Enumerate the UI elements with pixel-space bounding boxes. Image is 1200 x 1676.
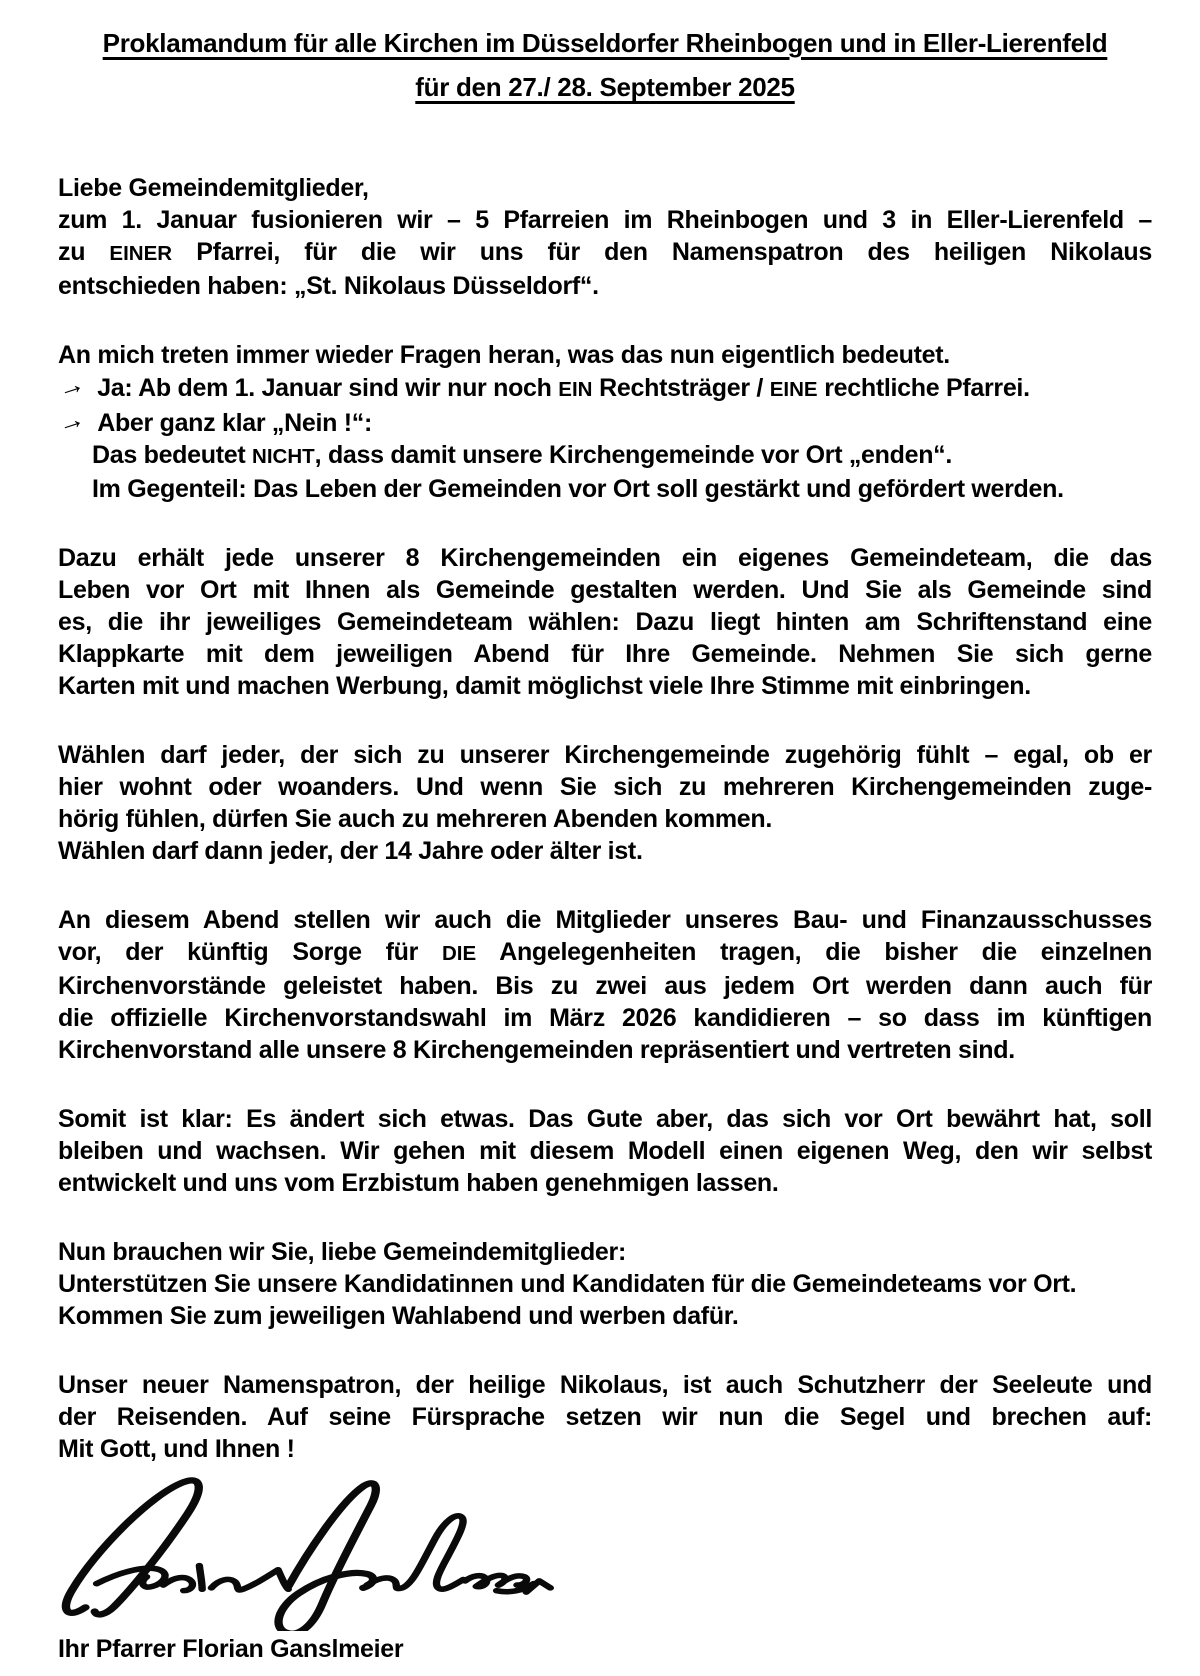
text-line: Das bedeutet NICHT, dass damit unsere Kirchengemeinde vor Ort „enden“.	[92, 441, 953, 469]
text-line: Unterstützen Sie unsere Kandidatinnen und Kandidaten für die Gemeindeteams vor Ort.	[58, 1270, 1077, 1298]
text-line: Wählen darf dann jeder, der 14 Jahre oder älter ist.	[58, 837, 643, 865]
small-caps-emphasis: EINE	[769, 378, 818, 401]
text-line: Wählen darf jeder, der sich zu unserer Kirchengemeinde zugehörig fühlt – egal, ob er	[58, 741, 1152, 769]
text-line: Dazu erhält jede unserer 8 Kirchengemeinden ein eigenes Gemeindeteam, die das	[58, 544, 1152, 572]
small-caps-emphasis: EINER	[109, 242, 173, 265]
arrow-right-icon: →	[53, 367, 88, 405]
text-line: zu EINER Pfarrei, für die wir uns für den Namenspatron des heiligen Nikolaus	[58, 238, 1152, 266]
small-caps-emphasis: DIE	[442, 942, 477, 965]
paragraph-wahlberechtigung	[58, 739, 1152, 867]
text-line: entwickelt und uns vom Erzbistum haben genehmigen lassen.	[58, 1169, 779, 1197]
arrow-right-icon: →	[53, 402, 88, 440]
text-line: entschieden haben: „St. Nikolaus Düsseldorf“.	[58, 272, 599, 300]
text-line: Somit ist klar: Es ändert sich etwas. Das Gute aber, das sich vor Ort bewährt hat, soll	[58, 1105, 1152, 1133]
text-line: die offizielle Kirchenvorstandswahl im März 2026 kandidieren – so dass im künftigen	[58, 1004, 1152, 1032]
text-line: der Reisenden. Auf seine Fürsprache setzen wir nun die Segel und brechen auf:	[58, 1403, 1152, 1431]
text-line: hier wohnt oder woanders. Und wenn Sie sich zu mehreren Kirchengemeinden zuge-	[58, 773, 1152, 801]
document-body	[53, 172, 1152, 1465]
text-line: Liebe Gemeindemitglieder,	[58, 174, 369, 202]
text-line: Klappkarte mit dem jeweiligen Abend für Ihre Gemeinde. Nehmen Sie sich gerne	[58, 640, 1152, 668]
paragraph-namenspatron-schluss	[58, 1369, 1152, 1465]
text-line: Unser neuer Namenspatron, der heilige Nikolaus, ist auch Schutzherr der Seeleute und	[58, 1371, 1152, 1399]
paragraph-anrede-fusion	[58, 172, 1152, 302]
text-line: Kirchenvorstand alle unsere 8 Kirchengemeinden repräsentiert und vertreten sind.	[58, 1036, 1015, 1064]
text-line: Im Gegenteil: Das Leben der Gemeinden vor Ort soll gestärkt und gefördert werden.	[92, 475, 1064, 503]
text-line: Leben vor Ort mit Ihnen als Gemeinde gestalten werden. Und Sie als Gemeinde sind	[58, 576, 1152, 604]
paragraph-eigener-weg	[58, 1103, 1152, 1199]
signature-label: Ihr Pfarrer Florian Ganslmeier	[58, 1635, 404, 1663]
paragraph-gemeindeteams	[58, 542, 1152, 702]
text-line: es, die ihr jeweiliges Gemeindeteam wählen: Dazu liegt hinten am Schriftenstand eine	[58, 608, 1152, 636]
paragraph-bau-und-finanzausschuss	[58, 904, 1152, 1066]
text-line: → Aber ganz klar „Nein !“:	[53, 402, 372, 440]
text-line: zum 1. Januar fusionieren wir – 5 Pfarreien im Rheinbogen und 3 in Eller-Lierenfeld –	[58, 206, 1152, 234]
signature-block	[58, 1471, 1152, 1665]
text-line: vor, der künftig Sorge für DIE Angelegenheiten tragen, die bisher die einzelnen	[58, 938, 1152, 966]
text-line: Kirchenvorstände geleistet haben. Bis zu zwei aus jedem Ort werden dann auch für	[58, 972, 1152, 1000]
text-line: Mit Gott, und Ihnen !	[58, 1435, 295, 1463]
text-line: Karten mit und machen Werbung, damit möglichst viele Ihre Stimme mit einbringen.	[58, 672, 1031, 700]
small-caps-emphasis: EIN	[558, 378, 593, 401]
text-line: → Ja: Ab dem 1. Januar sind wir nur noch EIN Rechtsträger / EINE rechtliche Pfarrei.	[53, 367, 1030, 405]
text-line: bleiben und wachsen. Wir gehen mit diesem Modell einen eigenen Weg, den wir selbst	[58, 1137, 1152, 1165]
small-caps-emphasis: NICHT	[252, 445, 315, 468]
text-line: hörig fühlen, dürfen Sie auch zu mehreren Abenden kommen.	[58, 805, 773, 833]
paragraph-aufruf	[58, 1236, 1152, 1332]
document-subtitle: für den 27./ 28. September 2025	[415, 72, 795, 102]
handwritten-signature-image	[54, 1471, 554, 1631]
text-line: An diesem Abend stellen wir auch die Mitglieder unseres Bau- und Finanzausschusses	[58, 906, 1152, 934]
text-line: Nun brauchen wir Sie, liebe Gemeindemitglieder:	[58, 1238, 626, 1266]
text-line: Kommen Sie zum jeweiligen Wahlabend und werben dafür.	[58, 1302, 739, 1330]
paragraph-fragen-antworten	[53, 339, 1152, 505]
text-line: An mich treten immer wieder Fragen heran, was das nun eigentlich bedeutet.	[58, 341, 950, 369]
document-title: Proklamandum für alle Kirchen im Düsseldorfer Rheinbogen und in Eller-Lierenfeld	[102, 28, 1108, 58]
